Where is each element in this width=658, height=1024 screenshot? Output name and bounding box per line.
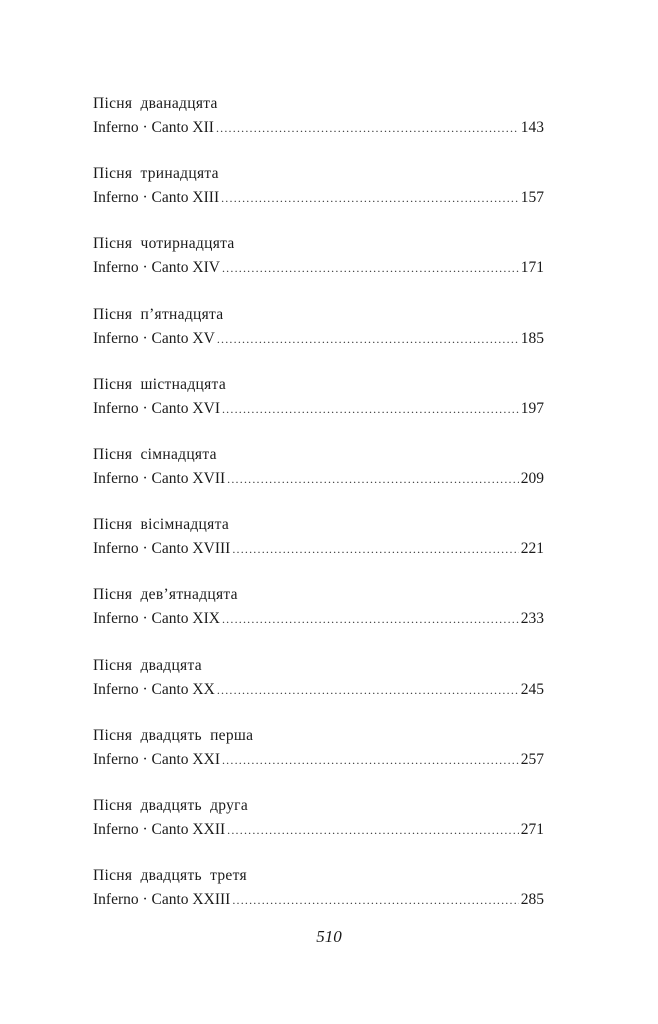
ukrainian-title: Пісня двадцять третя xyxy=(93,867,247,885)
ukrainian-title: Пісня чотирнадцята xyxy=(93,235,235,253)
ukrainian-title: Пісня дев’ятнадцята xyxy=(93,586,238,604)
dot-leader xyxy=(217,327,519,351)
toc-line[interactable] xyxy=(93,397,544,421)
canto-label: Inferno · Canto XV xyxy=(93,329,215,347)
dot-leader xyxy=(222,397,519,421)
dot-leader xyxy=(221,186,519,210)
ukrainian-title: Пісня тринадцята xyxy=(93,165,219,183)
toc-entry-18 xyxy=(93,513,544,583)
page-number: 171 xyxy=(520,259,544,277)
canto-label: Inferno · Canto XX xyxy=(93,680,215,698)
dot-leader xyxy=(232,537,518,561)
ukrainian-title: Пісня двадцять друга xyxy=(93,796,249,814)
toc-line[interactable] xyxy=(93,537,544,561)
page-number: 185 xyxy=(520,329,544,347)
page-folio: 510 xyxy=(316,927,342,946)
dot-leader xyxy=(227,818,519,842)
page-number: 285 xyxy=(520,891,544,909)
page-number: 257 xyxy=(520,750,544,768)
ukrainian-title: Пісня шістнадцята xyxy=(93,375,227,393)
toc-entry-14 xyxy=(93,232,544,302)
canto-label: Inferno · Canto XII xyxy=(93,119,214,136)
toc-entry-22 xyxy=(93,794,544,864)
ukrainian-title: Пісня вісімнадцята xyxy=(93,516,230,534)
toc-line[interactable] xyxy=(93,678,544,702)
ukrainian-title: Пісня п’ятнадцята xyxy=(93,305,224,323)
ukrainian-title: Пісня сімнадцята xyxy=(93,445,217,463)
page-number: 271 xyxy=(520,820,544,838)
toc-entry-13 xyxy=(93,162,544,232)
toc-entry-15 xyxy=(93,303,544,373)
page-number: 209 xyxy=(520,469,544,487)
canto-label: Inferno · Canto XVIII xyxy=(93,540,231,558)
canto-label: Inferno · Canto XIII xyxy=(93,189,220,207)
toc-entry-20 xyxy=(93,654,544,724)
dot-leader xyxy=(216,116,519,140)
dot-leader xyxy=(222,607,519,631)
page-number: 221 xyxy=(520,540,544,558)
toc-line[interactable] xyxy=(93,607,544,631)
canto-label: Inferno · Canto XXII xyxy=(93,820,226,838)
canto-label: Inferno · Canto XIV xyxy=(93,259,220,277)
toc-line[interactable] xyxy=(93,888,544,912)
toc-entry-16 xyxy=(93,373,544,443)
page-number: 143 xyxy=(520,119,544,136)
page-number: 157 xyxy=(520,189,544,207)
ukrainian-title: Пісня дванадцята xyxy=(93,95,218,112)
dot-leader xyxy=(222,748,519,772)
toc-entry-21 xyxy=(93,724,544,794)
toc-entry-23 xyxy=(93,864,544,934)
toc-entry-19 xyxy=(93,583,544,653)
dot-leader xyxy=(227,467,519,491)
toc-line[interactable] xyxy=(93,467,544,491)
canto-label: Inferno · Canto XVII xyxy=(93,469,226,487)
dot-leader xyxy=(232,888,518,912)
dot-leader xyxy=(217,678,519,702)
page-number: 197 xyxy=(520,399,544,417)
toc-line[interactable] xyxy=(93,256,544,280)
ukrainian-title: Пісня двадцята xyxy=(93,656,202,674)
toc-line[interactable] xyxy=(93,186,544,210)
toc-line[interactable] xyxy=(93,116,544,140)
toc-line[interactable] xyxy=(93,748,544,772)
canto-label: Inferno · Canto XIX xyxy=(93,610,220,628)
toc-entry-17 xyxy=(93,443,544,513)
canto-label: Inferno · Canto XXIII xyxy=(93,891,231,909)
table-of-contents xyxy=(93,92,544,934)
toc-entry-12 xyxy=(93,92,544,162)
toc-line[interactable] xyxy=(93,818,544,842)
canto-label: Inferno · Canto XXI xyxy=(93,750,220,768)
toc-line[interactable] xyxy=(93,327,544,351)
page-number: 233 xyxy=(520,610,544,628)
page-number: 245 xyxy=(520,680,544,698)
dot-leader xyxy=(222,256,519,280)
ukrainian-title: Пісня двадцять перша xyxy=(93,726,254,744)
canto-label: Inferno · Canto XVI xyxy=(93,399,220,417)
